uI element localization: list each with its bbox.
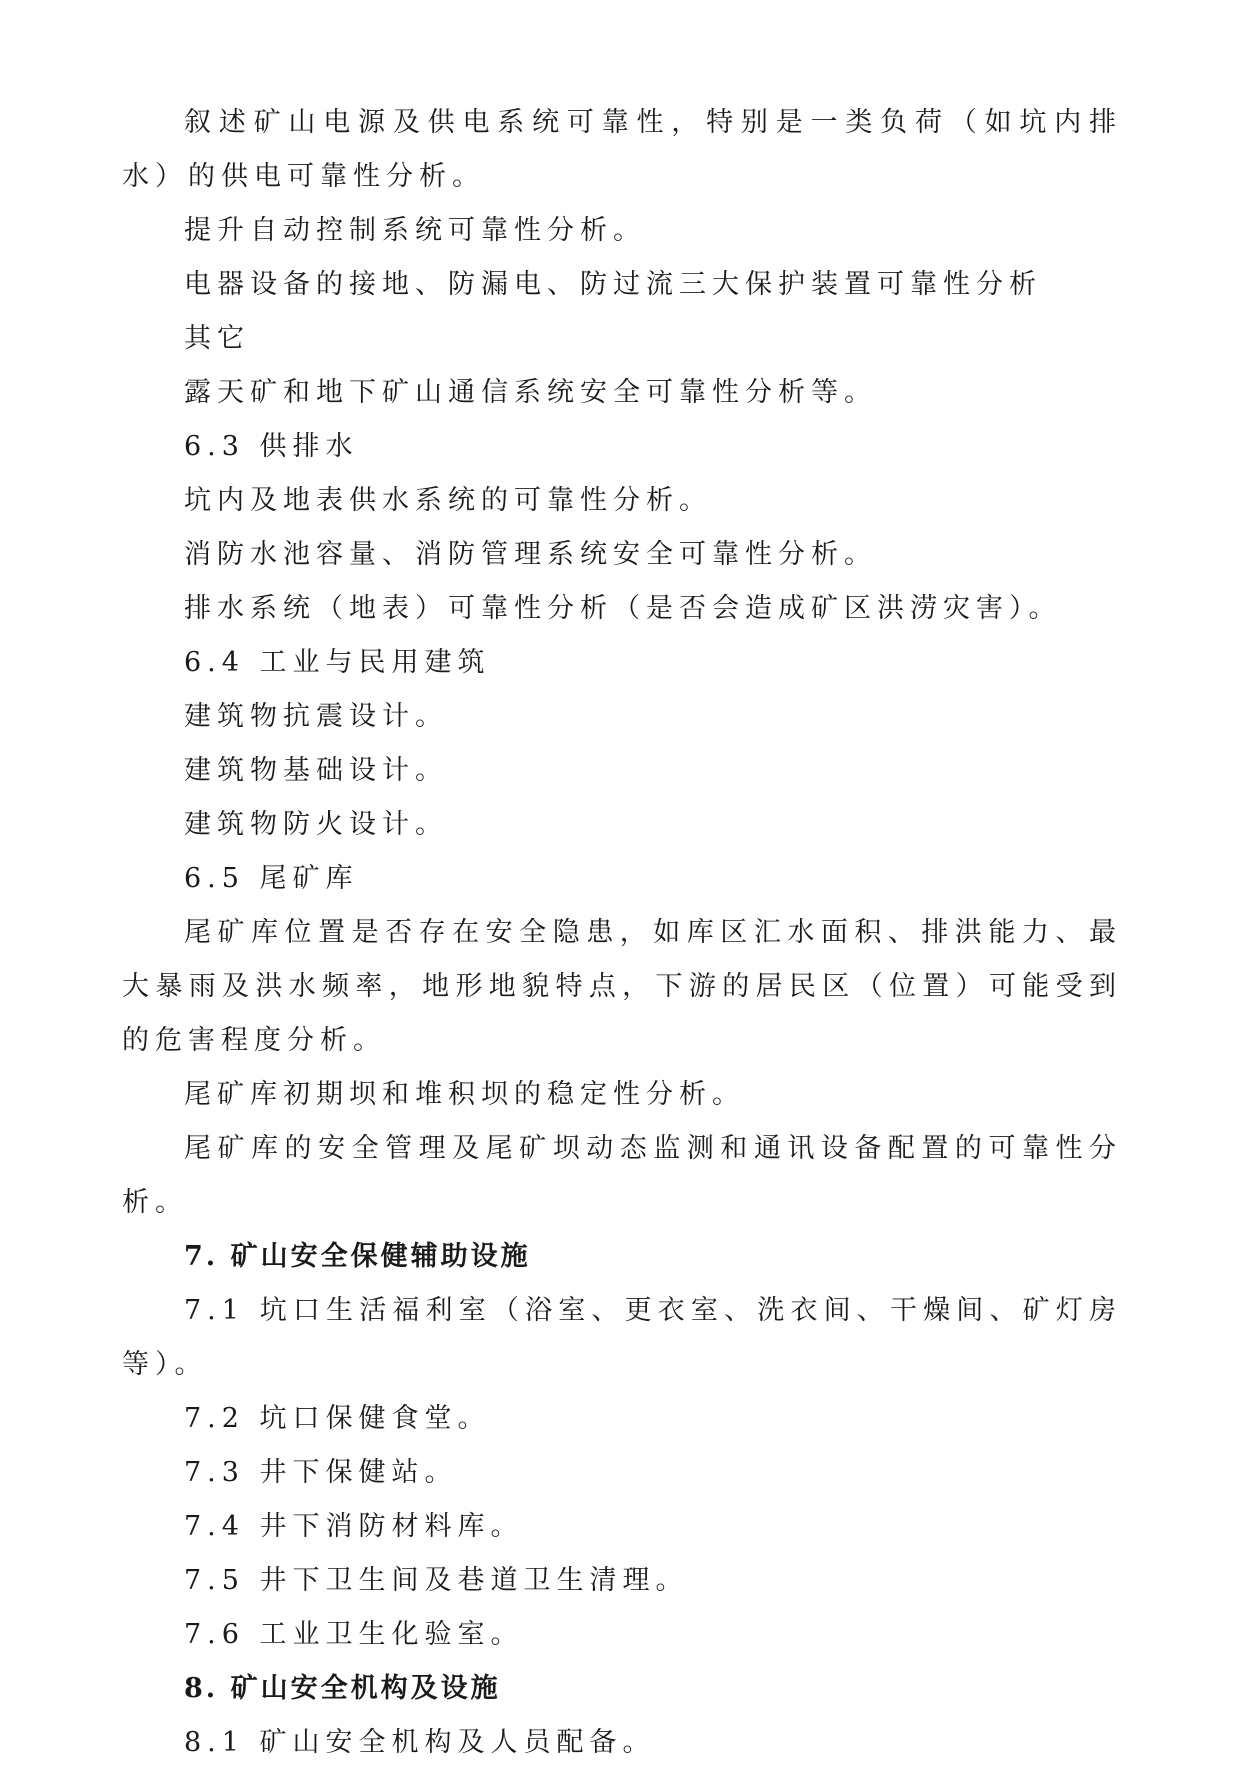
document-page [122, 96, 1122, 1770]
paragraph-power-supply: 叙述矿山电源及供电系统可靠性，特别是一类负荷（如坑内排水）的供电可靠性分析。 [122, 107, 1122, 192]
paragraph-tailings-location: 尾矿库位置是否存在安全隐患，如库区汇水面积、排洪能力、最大暴雨及洪水频率，地形地貌特点，下游的居民区（位置）可能受到的危害程度分析。 [122, 917, 1122, 1056]
paragraph-other: 其它 [184, 323, 250, 354]
paragraph-seismic: 建筑物抗震设计。 [184, 701, 448, 732]
item-7-3: 7.3 井下保健站。 [184, 1457, 458, 1488]
heading-6-3: 6.3 供排水 [184, 431, 359, 462]
paragraph-foundation: 建筑物基础设计。 [184, 755, 448, 786]
item-7-6: 7.6 工业卫生化验室。 [184, 1619, 524, 1650]
paragraph-hoist-control: 提升自动控制系统可靠性分析。 [184, 215, 646, 246]
paragraph-dam-stability: 尾矿库初期坝和堆积坝的稳定性分析。 [184, 1079, 745, 1110]
item-7-2: 7.2 坑口保健食堂。 [184, 1403, 491, 1434]
paragraph-water-supply: 坑内及地表供水系统的可靠性分析。 [184, 485, 712, 516]
paragraph-electrical-protection: 电器设备的接地、防漏电、防过流三大保护装置可靠性分析 [184, 269, 1042, 300]
paragraph-fireproof: 建筑物防火设计。 [184, 809, 448, 840]
paragraph-communication: 露天矿和地下矿山通信系统安全可靠性分析等。 [184, 377, 877, 408]
heading-7: 7. 矿山安全保健辅助设施 [184, 1241, 531, 1272]
item-8-1: 8.1 矿山安全机构及人员配备。 [184, 1727, 656, 1758]
heading-6-4: 6.4 工业与民用建筑 [184, 647, 491, 678]
paragraph-drainage: 排水系统（地表）可靠性分析（是否会造成矿区洪涝灾害）。 [184, 593, 1062, 624]
paragraph-tailings-management: 尾矿库的安全管理及尾矿坝动态监测和通讯设备配置的可靠性分析。 [122, 1133, 1122, 1218]
item-7-4: 7.4 井下消防材料库。 [184, 1511, 524, 1542]
heading-8: 8. 矿山安全机构及设施 [184, 1673, 501, 1704]
item-7-5: 7.5 井下卫生间及巷道卫生清理。 [184, 1565, 689, 1596]
heading-6-5: 6.5 尾矿库 [184, 863, 359, 894]
paragraph-fire-pool: 消防水池容量、消防管理系统安全可靠性分析。 [184, 539, 877, 570]
item-7-1: 7.1 坑口生活福利室（浴室、更衣室、洗衣间、干燥间、矿灯房等）。 [122, 1295, 1122, 1380]
